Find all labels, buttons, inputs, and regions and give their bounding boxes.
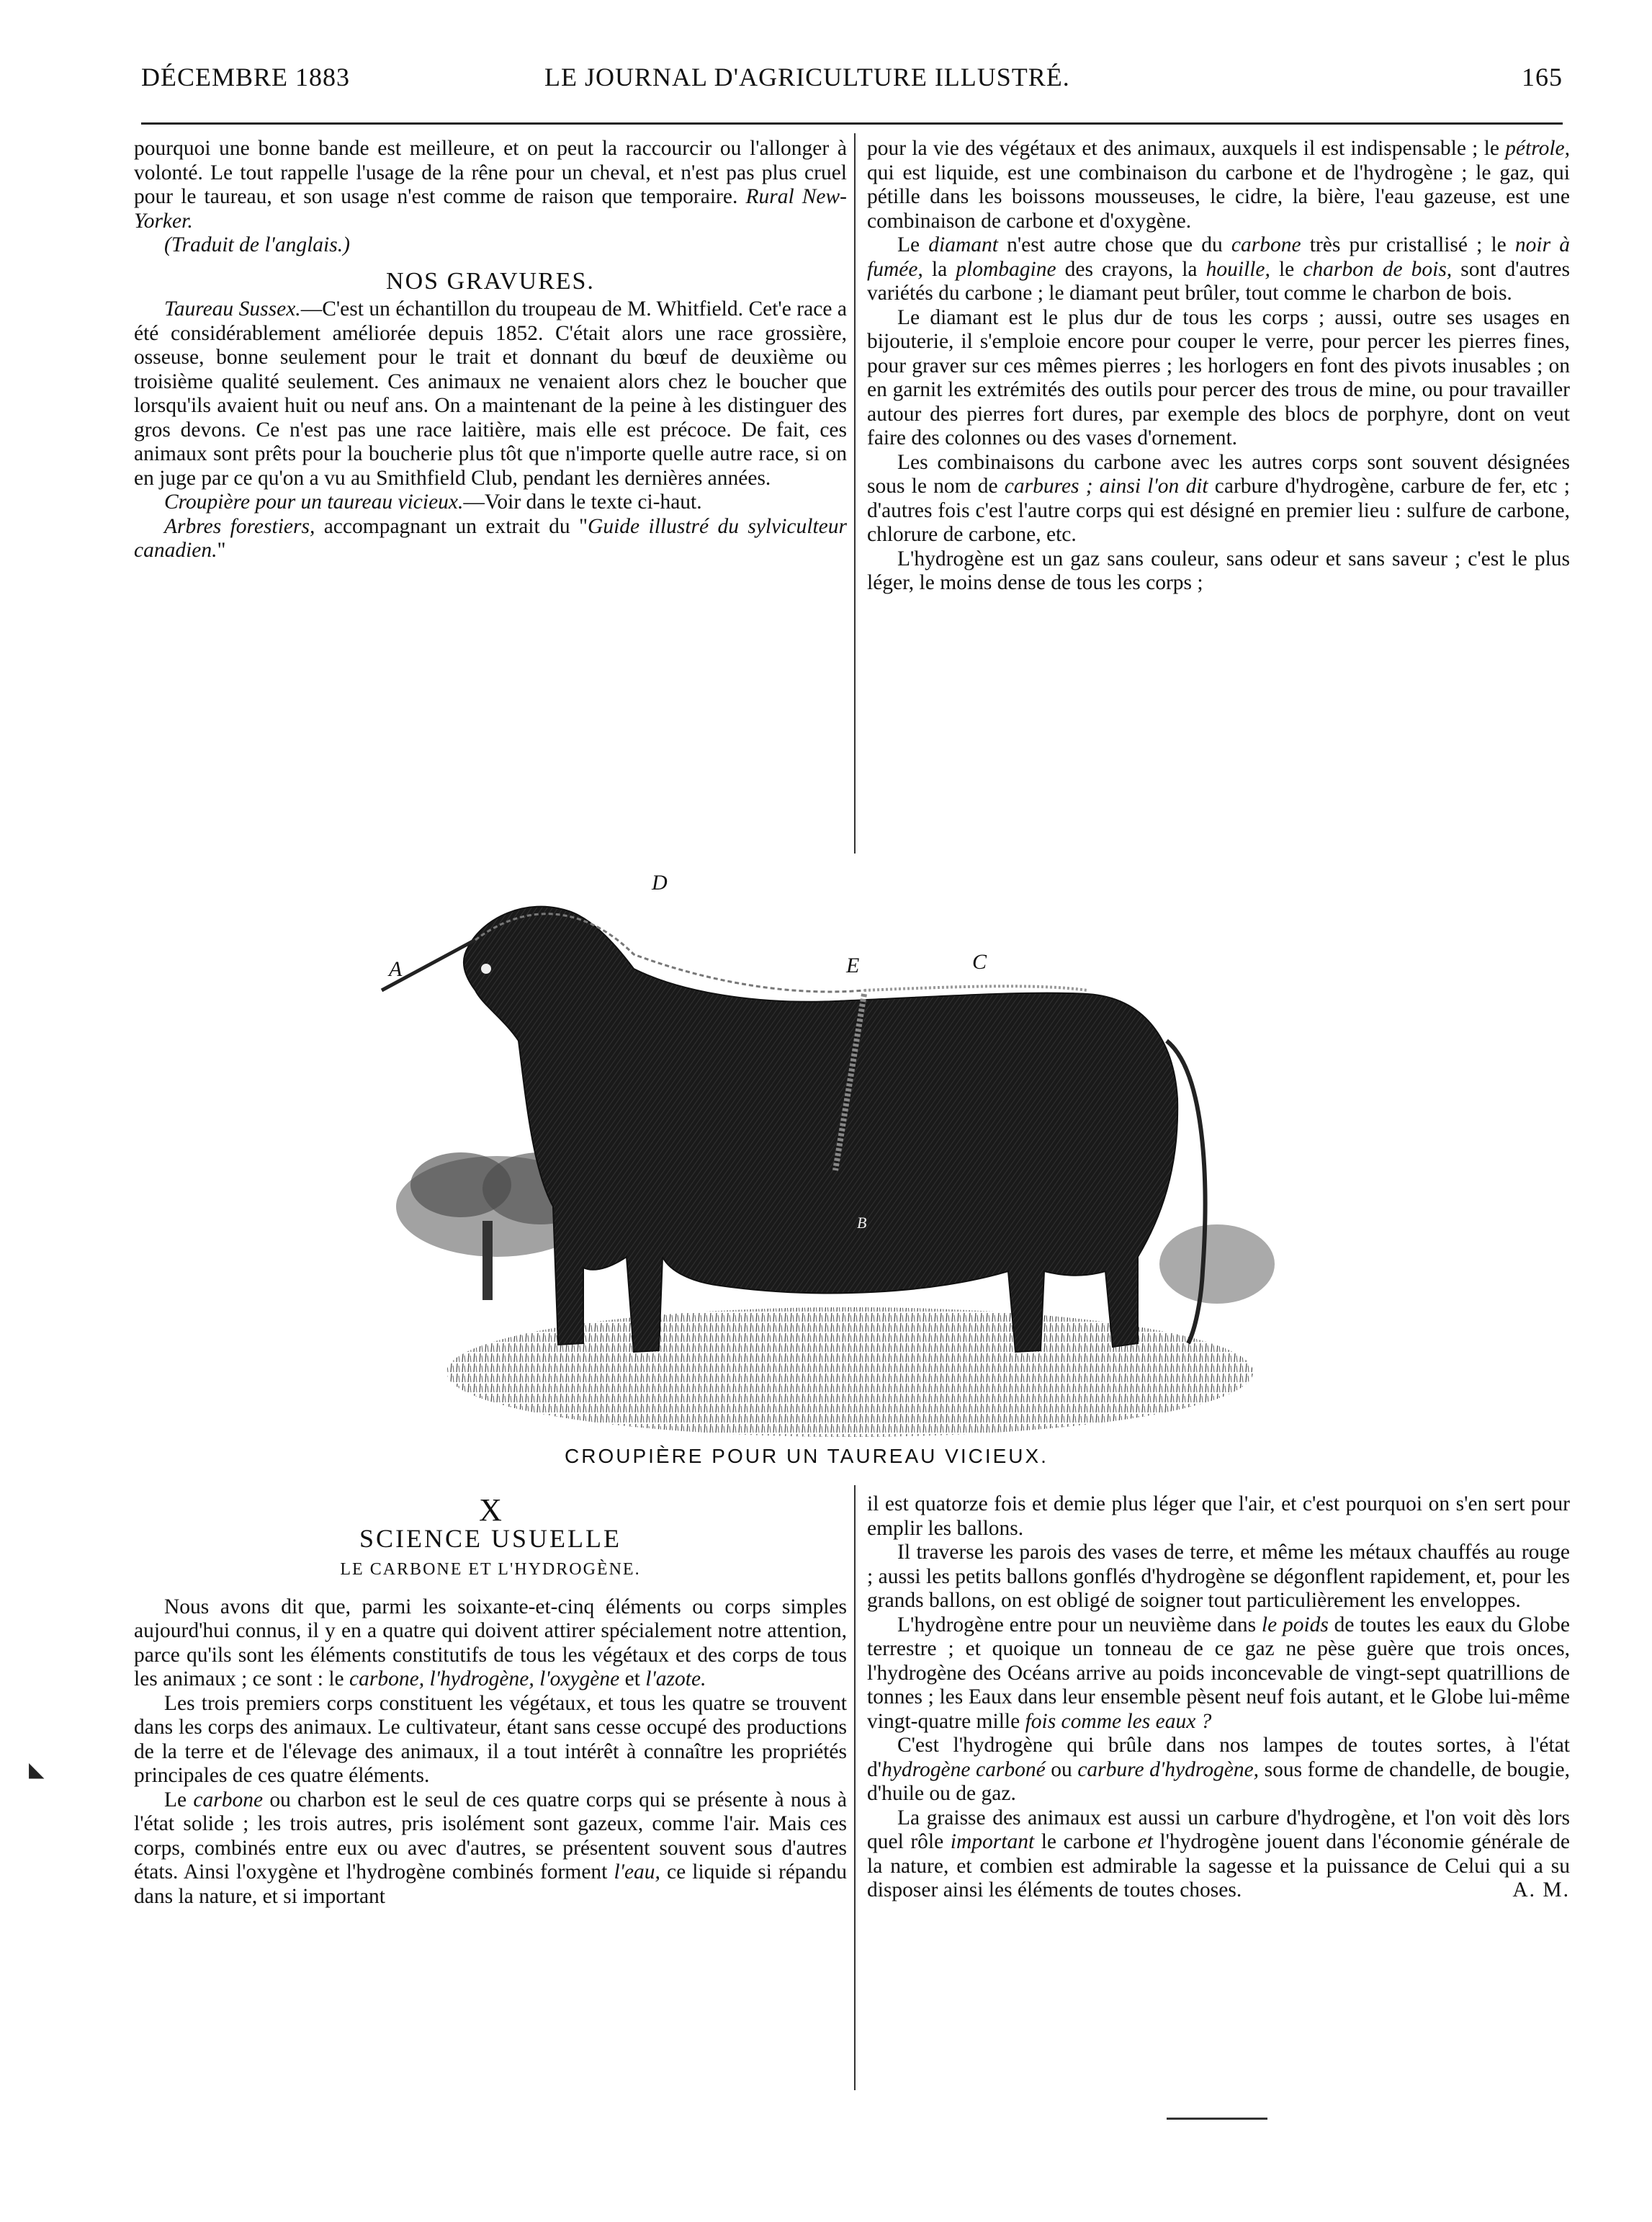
figure-label-a: A xyxy=(389,957,403,981)
header-journal-title: LE JOURNAL D'AGRICULTURE ILLUSTRÉ. xyxy=(544,63,1070,91)
header-page-number: 165 xyxy=(1522,63,1563,91)
paragraph: il est quatorze fois et demie plus léger que l'air, et c'est pourquoi on s'en sert pour emplir les ballons. xyxy=(867,1492,1570,1540)
section-title-nos-gravures: NOS GRAVURES. xyxy=(386,267,595,295)
column-top-left xyxy=(134,137,847,563)
page-header xyxy=(141,62,1563,105)
figure-label-d: D xyxy=(652,871,668,895)
header-date: DÉCEMBRE 1883 xyxy=(141,63,351,91)
paragraph: pourquoi une bonne bande est meilleure, et on peut la raccourcir ou l'allonger à volonté. Le tout rappelle l'usage de la rêne pour un cheval, et n'est pas plus cruel pour le taureau, et son usage n'est comme de raison que temporaire. Rural New-Yorker. xyxy=(134,137,847,233)
figure-caption: CROUPIÈRE POUR UN TAUREAU VICIEUX. xyxy=(565,1445,1049,1467)
bull-engraving xyxy=(374,868,1311,1444)
paragraph: Le diamant est le plus dur de tous les corps ; aussi, outre ses usages en bijouterie, il s'emploie encore pour couper le verre, pour percer les pierres fines, pour graver sur ces mêmes pierres ; les horlogers en font des pivots inusables ; on en garnit les extrémités des outils pour percer des trous de mine, ou pour travailler autour des pierres fort dures, par exemple des blocs de porphyre, dont on veut faire des colonnes ou des vases d'ornement. xyxy=(867,305,1570,449)
paragraph: L'hydrogène est un gaz sans couleur, sans odeur et sans saveur ; c'est le plus léger, le moins dense de tous les corps ; xyxy=(867,547,1570,594)
bull xyxy=(464,907,1206,1352)
paragraph: pour la vie des végétaux et des animaux, auxquels il est indispensable ; le pétrole, qui est liquide, est une combinaison du carbone et de l'hydrogène ; le gaz, qui pétille dans les boissons mousseuses, le cidre, la bière, l'eau gazeuse, est une combinaison de carbone et d'oxygène. xyxy=(867,137,1570,233)
paragraph: Le diamant n'est autre chose que du carbone très pur cristallisé ; le noir à fumée, la plombagine des crayons, la houille, le charbon de bois, sont d'autres variétés du carbone ; le diamant peut brûler, tout comme le charbon de bois. xyxy=(867,233,1570,305)
end-of-article-rule xyxy=(1167,2118,1267,2120)
column-top-right xyxy=(867,137,1570,596)
paragraph: Croupière pour un taureau vicieux.—Voir dans le texte ci-haut. xyxy=(164,490,702,514)
header-rule xyxy=(141,122,1563,125)
paragraph: Arbres forestiers, accompagnant un extrait du "Guide illustré du sylviculteur canadien." xyxy=(134,514,847,562)
translation-note: (Traduit de l'anglais.) xyxy=(164,233,350,256)
column-divider xyxy=(854,1485,856,2090)
paragraph: La graisse des animaux est aussi un carbure d'hydrogène, et l'on voit dès lors quel rôle important le carbone et l'hydrogène jouent dans l'économie générale de la nature, et combien est admirable la sagesse et la puissance de Celui qui a su disposer ainsi les éléments de toutes choses. A. M. xyxy=(867,1806,1570,1901)
figure-label-c: C xyxy=(972,950,987,974)
section-title-science-usuelle: SCIENCE USUELLE xyxy=(359,1523,621,1553)
figure-label-e: E xyxy=(846,954,860,977)
margin-arrow-icon: ◣ xyxy=(29,1759,45,1781)
source-citation: Rural New-Yorker. xyxy=(134,185,847,233)
figure-label-b: B xyxy=(857,1214,867,1232)
paragraph: Nous avons dit que, parmi les soixante-et-cinq éléments ou corps simples aujourd'hui connus, il y en a quatre qui doivent attirer spécialement notre attention, parce qu'ils sont les éléments constitutifs de tous les végétaux et des corps de tous les animaux ; ce sont : le carbone, l'hydrogène, l'oxygène et l'azote. xyxy=(134,1595,847,1690)
paragraph: Les combinaisons du carbone avec les autres corps sont souvent désignées sous le nom de carbures ; ainsi l'on dit carbure d'hydrogène, carbure de fer, etc ; d'autres fois c'est l'autre corps qui est désigné en premier lieu : sulfure de carbone, chlorure de carbone, etc. xyxy=(867,450,1570,546)
paragraph: Les trois premiers corps constituent les végétaux, et tous les quatre se trouvent dans les corps des animaux. Le cultivateur, étant sans cesse occupé des productions de la terre et de l'élevage des animaux, il a tout intérêt à connaître les propriétés principales de ces quatre éléments. xyxy=(134,1691,847,1787)
paragraph: C'est l'hydrogène qui brûle dans nos lampes de toutes sortes, à l'état d'hydrogène carboné ou carbure d'hydrogène, sous forme de chandelle, de bougie, d'huile ou de gaz. xyxy=(867,1734,1571,1805)
article-subtitle: LE CARBONE ET L'HYDROGÈNE. xyxy=(340,1560,641,1579)
author-signature: A. M. xyxy=(1512,1878,1570,1901)
paragraph: Taureau Sussex.—C'est un échantillon du troupeau de M. Whitfield. Cet'e race a été considérablement améliorée depuis 1852. C'était alors une race grossière, osseuse, bonne seulement pour le trait et donnant du bœuf de deuxième ou troisième qualité seulement. Ces animaux ne venaient alors chez le boucher que lorsqu'ils avaient huit ou neuf ans. On a maintenant de la peine à les distinguer des gros devons. Ce n'est pas une race laitière, mais elle est précoce. De fait, ces animaux sont prêts pour la boucherie plus tôt que n'importe quelle autre race, si on en juge par ce qu'on a vu au Smithfield Club, pendant les dernières années. xyxy=(134,297,847,490)
column-bottom-left xyxy=(134,1492,847,1909)
column-bottom-right xyxy=(867,1492,1570,1903)
paragraph: L'hydrogène entre pour un neuvième dans le poids de toutes les eaux du Globe terrestre ; et quoique un tonneau de ce gaz ne pèse guère que trois onces, l'hydrogène des Océans arrive au poids inconcevable de vingt-sept quatrillions de tonnes ; les Eaux dans leur ensemble pèsent neuf fois autant, et le Globe lui-même vingt-quatre mille fois comme les eaux ? xyxy=(867,1613,1570,1733)
column-divider xyxy=(854,133,856,854)
section-number: X xyxy=(479,1492,502,1528)
bush xyxy=(1159,1224,1275,1304)
paragraph: Il traverse les parois des vases de terre, et même les métaux chauffés au rouge ; aussi les petits ballons gonflés d'hydrogène se dégonflent rapidement, et, pour les grands ballons, on est obligé de soigner tout particulièrement les enveloppes. xyxy=(867,1541,1570,1612)
paragraph: Le carbone ou charbon est le seul de ces quatre corps qui se présente à nous à l'état solide ; les trois autres, pris isolément sont gazeux, comme l'air. Mais ces corps, combinés entre eux ou avec d'autres, se présentent souvent sous d'autres états. Ainsi l'oxygène et l'hydrogène combinés forment l'eau, ce liquide si répandu dans la nature, et si important xyxy=(134,1788,848,1908)
